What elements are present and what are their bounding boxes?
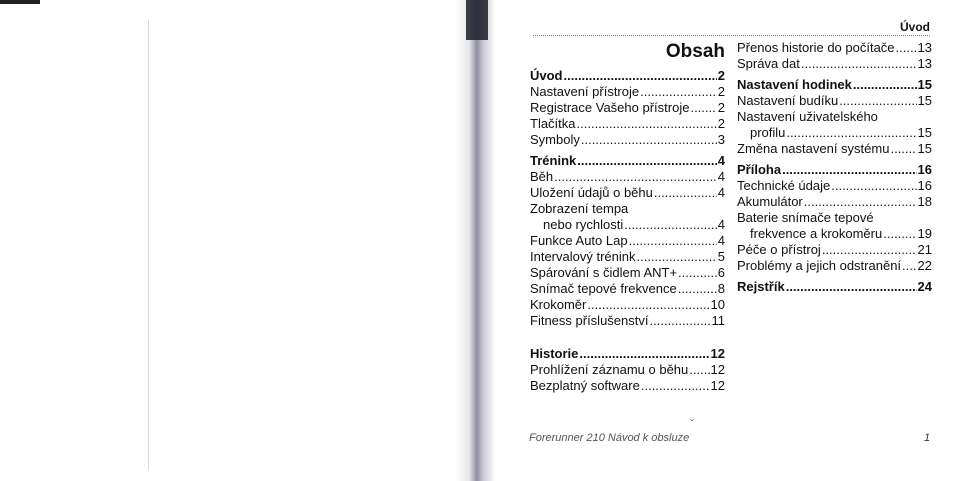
toc-page-number: 4 <box>717 185 725 200</box>
toc-entry-label: Rejstřík <box>737 279 785 294</box>
toc-entry <box>530 201 725 217</box>
toc-entry-label: Bezplatný software <box>530 378 640 393</box>
toc-entry-label: Nastavení přístroje <box>530 84 640 99</box>
toc-entry <box>530 116 725 132</box>
toc-entry <box>530 185 725 201</box>
toc-chapter-entry <box>737 77 932 93</box>
toc-entry <box>530 169 725 185</box>
toc-entry <box>737 56 932 72</box>
gutter-top-shadow <box>466 0 488 40</box>
scan-corner-mark <box>0 0 40 4</box>
toc-leader-dots <box>902 258 917 274</box>
toc-leader-dots <box>554 169 717 185</box>
toc-entry <box>530 233 725 249</box>
toc-page-number: 15 <box>917 141 932 156</box>
toc-entry <box>530 362 725 378</box>
toc-leader-dots <box>896 40 917 56</box>
toc-entry-label: Akumulátor <box>737 194 803 209</box>
book-gutter-shadow <box>455 0 495 481</box>
toc-entry <box>530 132 725 148</box>
scan-smudge: ˇ <box>690 417 694 431</box>
toc-entry-label: Intervalový trénink <box>530 249 636 264</box>
toc-leader-dots <box>786 125 916 141</box>
toc-entry <box>737 210 932 226</box>
toc-entry <box>530 378 725 394</box>
toc-entry <box>530 84 725 100</box>
toc-page-number: 6 <box>717 265 725 280</box>
toc-page-number: 4 <box>717 217 725 232</box>
toc-page-number: 2 <box>717 68 725 83</box>
toc-title: Obsah <box>665 41 725 62</box>
running-header-chapter: Úvod <box>900 20 930 34</box>
toc-page-number: 16 <box>917 162 932 177</box>
toc-leader-dots <box>637 249 717 265</box>
toc-entry <box>737 242 932 258</box>
toc-entry <box>737 125 932 141</box>
toc-entry-label: Správa dat <box>737 56 800 71</box>
toc-page-number: 12 <box>710 362 725 377</box>
toc-entry-label: Technické údaje <box>737 178 831 193</box>
toc-entry-label: Zobrazení tempa <box>530 201 629 216</box>
toc-page-number: 4 <box>717 153 725 168</box>
toc-entry-label: Příloha <box>737 162 782 177</box>
toc-leader-dots <box>629 233 717 249</box>
toc-leader-dots <box>890 141 916 157</box>
toc-page-number: 11 <box>711 313 725 328</box>
toc-entry-label: Fitness příslušenství <box>530 313 649 328</box>
toc-entry <box>737 226 932 242</box>
toc-entry-label: profilu <box>750 125 786 140</box>
toc-entry-label: Spárování s čidlem ANT+ <box>530 265 678 280</box>
toc-chapter-entry <box>530 153 725 169</box>
toc-leader-dots <box>579 346 709 362</box>
toc-entry <box>530 265 725 281</box>
toc-entry-label: Symboly <box>530 132 580 147</box>
toc-page-number: 15 <box>917 125 932 140</box>
toc-entry <box>530 281 725 297</box>
blank-left-page <box>0 0 470 481</box>
toc-leader-dots <box>581 132 717 148</box>
toc-leader-dots <box>564 68 717 84</box>
toc-entry-label: Baterie snímače tepové <box>737 210 874 225</box>
toc-leader-dots <box>624 217 717 233</box>
footer-page-number: 1 <box>924 432 931 444</box>
toc-leader-dots <box>678 265 717 281</box>
toc-entry-label: Snímač tepové frekvence <box>530 281 677 296</box>
toc-leader-dots <box>822 242 917 258</box>
toc-entry-label: Nastavení budíku <box>737 93 839 108</box>
toc-leader-dots <box>689 362 709 378</box>
toc-leader-dots <box>577 116 717 132</box>
toc-leader-dots <box>641 378 710 394</box>
toc-entry <box>737 109 932 125</box>
toc-leader-dots <box>690 100 716 116</box>
toc-page-number: 19 <box>917 226 932 241</box>
toc-page-number: 13 <box>917 40 932 55</box>
toc-page-number: 4 <box>717 169 725 184</box>
toc-page-number: 2 <box>717 84 725 99</box>
toc-entry <box>530 249 725 265</box>
toc-entry <box>530 297 725 313</box>
footer-manual-title: Forerunner 210 Návod k obsluze <box>529 432 690 444</box>
toc-page-number: 16 <box>917 178 932 193</box>
toc-chapter-entry <box>530 346 725 362</box>
toc-entry-label: Změna nastavení systému <box>737 141 890 156</box>
toc-leader-dots <box>883 226 916 242</box>
toc-entry-label: Trénink <box>530 153 577 168</box>
toc-entry <box>530 217 725 233</box>
toc-entry-label: Úvod <box>530 68 563 83</box>
toc-page-number: 22 <box>917 258 932 273</box>
toc-page-number: 8 <box>717 281 725 296</box>
header-rule <box>533 35 930 36</box>
toc-right-column <box>737 40 932 295</box>
toc-entry-label: Přenos historie do počítače <box>737 40 895 55</box>
toc-entry-label: Uložení údajů o běhu <box>530 185 653 200</box>
toc-entry-label: Nastavení hodinek <box>737 77 852 92</box>
toc-entry-label: Registrace Vašeho přístroje <box>530 100 690 115</box>
toc-entry <box>737 40 932 56</box>
toc-leader-dots <box>640 84 717 100</box>
toc-entry <box>737 141 932 157</box>
toc-leader-dots <box>577 153 717 169</box>
toc-leader-dots <box>853 77 917 93</box>
toc-leader-dots <box>831 178 916 194</box>
toc-entry <box>737 194 932 210</box>
toc-entry-label: Péče o přístroj <box>737 242 821 257</box>
page-edge-line <box>148 20 149 470</box>
toc-left-column <box>530 40 725 394</box>
toc-chapter-entry <box>737 279 932 295</box>
toc-leader-dots <box>801 56 917 72</box>
toc-page-number: 2 <box>717 116 725 131</box>
toc-entry-label: Krokoměr <box>530 297 587 312</box>
toc-chapter-entry <box>530 68 725 84</box>
toc-leader-dots <box>678 281 717 297</box>
toc-leader-dots <box>782 162 916 178</box>
toc-entry <box>530 313 725 329</box>
toc-entry-label: Tlačítka <box>530 116 576 131</box>
toc-page-number: 4 <box>717 233 725 248</box>
toc-entry <box>737 178 932 194</box>
toc-entry-label: frekvence a krokoměru <box>750 226 883 241</box>
toc-leader-dots <box>650 313 711 329</box>
toc-section-gap <box>530 329 725 346</box>
toc-entry <box>737 258 932 274</box>
toc-entry-label: Funkce Auto Lap <box>530 233 628 248</box>
toc-entry-label: Běh <box>530 169 554 184</box>
toc-leader-dots <box>839 93 916 109</box>
toc-page-number: 18 <box>917 194 932 209</box>
toc-page-number: 2 <box>717 100 725 115</box>
toc-entry <box>737 93 932 109</box>
toc-page-number: 3 <box>717 132 725 147</box>
toc-entry-label: Prohlížení záznamu o běhu <box>530 362 689 377</box>
toc-entry-label: Historie <box>530 346 579 361</box>
toc-page-number: 10 <box>710 297 725 312</box>
toc-leader-dots <box>654 185 717 201</box>
toc-chapter-entry <box>737 162 932 178</box>
toc-page-number: 15 <box>917 77 932 92</box>
toc-page-number: 21 <box>917 242 932 257</box>
toc-page-number: 24 <box>917 279 932 294</box>
toc-entry-label: nebo rychlosti <box>543 217 624 232</box>
toc-entry-label: Problémy a jejich odstranění <box>737 258 902 273</box>
toc-page-number: 13 <box>917 56 932 71</box>
toc-page-number: 15 <box>917 93 932 108</box>
toc-leader-dots <box>587 297 709 313</box>
toc-page-number: 12 <box>710 378 725 393</box>
toc-page-number: 12 <box>710 346 725 361</box>
toc-leader-dots <box>804 194 917 210</box>
toc-entry-label: Nastavení uživatelského <box>737 109 878 124</box>
toc-page-number: 5 <box>717 249 725 264</box>
toc-entry <box>530 100 725 116</box>
toc-leader-dots <box>786 279 917 295</box>
